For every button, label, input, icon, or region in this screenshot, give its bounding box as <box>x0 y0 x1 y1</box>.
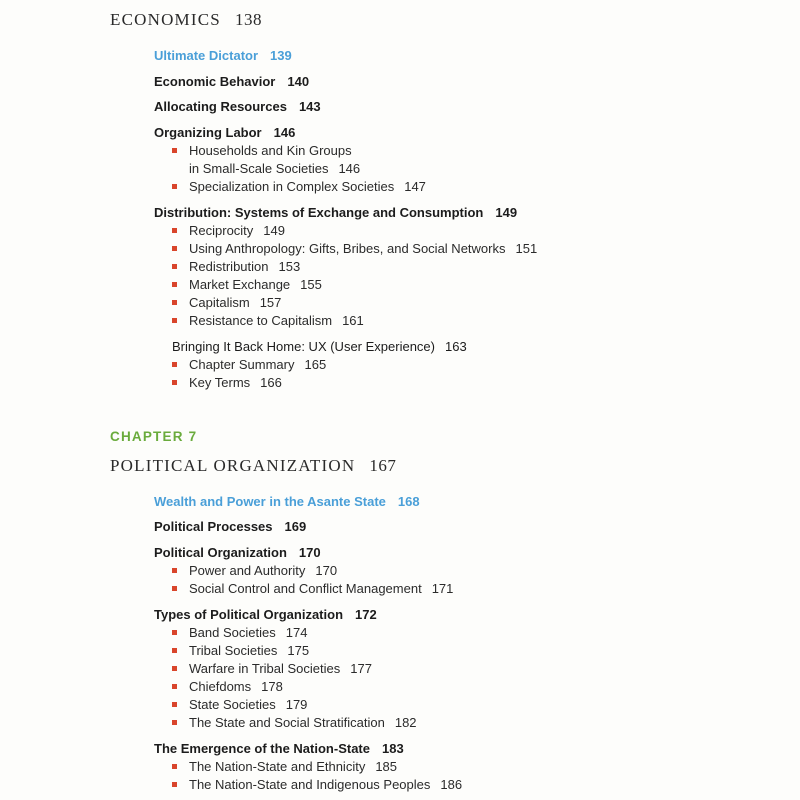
subsection-entry[interactable] <box>172 223 285 238</box>
entry-label: Tribal Societies <box>189 643 278 658</box>
bullet-square-icon <box>172 264 177 269</box>
bullet-square-icon <box>172 184 177 189</box>
entry-label: Key Terms <box>189 375 251 390</box>
bullet-square-icon <box>172 148 177 153</box>
page-number: 183 <box>381 741 404 756</box>
page-number: 175 <box>287 643 310 658</box>
bullet-square-icon <box>172 568 177 573</box>
subsection-entry[interactable] <box>172 241 537 256</box>
page-number: 179 <box>285 697 308 712</box>
entry-label: Using Anthropology: Gifts, Bribes, and Social Networks <box>189 241 506 256</box>
entry-label: Specialization in Complex Societies <box>189 179 395 194</box>
chapter-title-text: POLITICAL ORGANIZATION <box>110 456 356 475</box>
subsection-entry[interactable] <box>172 313 364 328</box>
chapter-opener-entry[interactable] <box>154 494 420 509</box>
entry-label: The Nation-State and Indigenous Peoples <box>189 777 431 792</box>
bullet-square-icon <box>172 586 177 591</box>
subsection-entry[interactable] <box>172 625 307 640</box>
subsection-entry[interactable] <box>172 759 397 774</box>
entry-label: The Emergence of the Nation-State <box>154 741 370 756</box>
section-entry[interactable] <box>154 545 321 560</box>
subsection-entry[interactable] <box>172 143 352 158</box>
bullet-square-icon <box>172 764 177 769</box>
bullet-square-icon <box>172 380 177 385</box>
entry-label: Power and Authority <box>189 563 306 578</box>
entry-label: Capitalism <box>189 295 250 310</box>
chapter-opener-entry[interactable] <box>154 48 292 63</box>
entry-label: Political Organization <box>154 545 287 560</box>
page-number: 138 <box>234 10 262 29</box>
bullet-square-icon <box>172 684 177 689</box>
entry-label: The State and Social Stratification <box>189 715 385 730</box>
section-entry[interactable] <box>154 205 517 220</box>
page-number: 172 <box>355 607 377 622</box>
bullet-square-icon <box>172 282 177 287</box>
entry-label: Chiefdoms <box>189 679 252 694</box>
page-number: 149 <box>263 223 285 238</box>
page-number: 169 <box>284 519 307 534</box>
entry-label: Allocating Resources <box>154 99 287 114</box>
page-number: 153 <box>278 259 301 274</box>
subsection-entry[interactable] <box>172 357 326 372</box>
entry-label: Band Societies <box>189 625 276 640</box>
bullet-square-icon <box>172 362 177 367</box>
subsection-entry[interactable] <box>172 563 337 578</box>
entry-label: Redistribution <box>189 259 269 274</box>
page-number: 140 <box>287 74 310 89</box>
page-number: 146 <box>338 161 361 176</box>
page-number: 157 <box>259 295 282 310</box>
entry-label: Political Processes <box>154 519 273 534</box>
bullet-square-icon <box>172 318 177 323</box>
page-number: 168 <box>397 494 420 509</box>
entry-label: State Societies <box>189 697 276 712</box>
subsection-entry[interactable] <box>172 661 372 676</box>
entry-label: Resistance to Capitalism <box>189 313 333 328</box>
page-number: 186 <box>440 777 463 792</box>
entry-label: Wealth and Power in the Asante State <box>154 494 386 509</box>
entry-label: Social Control and Conflict Management <box>189 581 422 596</box>
entry-label: Households and Kin Groups <box>189 143 352 158</box>
subsection-entry[interactable] <box>172 643 309 658</box>
page-number: 170 <box>315 563 338 578</box>
subsection-entry[interactable] <box>172 179 426 194</box>
bullet-square-icon <box>172 702 177 707</box>
subsection-entry[interactable] <box>172 277 322 292</box>
chapter-title <box>110 10 262 30</box>
page-number: 177 <box>350 661 372 676</box>
subsection-entry[interactable] <box>172 581 453 596</box>
page-number: 182 <box>394 715 417 730</box>
entry-label: Chapter Summary <box>189 357 295 372</box>
page-number: 170 <box>298 545 321 560</box>
page-number: 163 <box>444 339 467 354</box>
page-number: 143 <box>298 99 321 114</box>
page-number: 178 <box>261 679 283 694</box>
bullet-square-icon <box>172 300 177 305</box>
subsection-entry[interactable] <box>172 697 307 712</box>
section-entry[interactable] <box>154 99 321 114</box>
subsection-entry[interactable] <box>172 259 300 274</box>
page-number: 146 <box>273 125 296 140</box>
page-number: 174 <box>285 625 308 640</box>
page-number: 155 <box>300 277 322 292</box>
page-number: 166 <box>260 375 282 390</box>
section-entry[interactable] <box>154 607 377 622</box>
page-number: 167 <box>369 456 397 475</box>
bullet-square-icon <box>172 630 177 635</box>
subsection-entry-continued[interactable] <box>189 161 360 176</box>
subsection-entry[interactable] <box>172 679 283 694</box>
section-entry[interactable] <box>154 741 404 756</box>
entry-label: Types of Political Organization <box>154 607 344 622</box>
subsection-entry[interactable] <box>172 295 281 310</box>
section-entry[interactable] <box>154 519 306 534</box>
subsection-entry[interactable] <box>172 715 417 730</box>
bullet-square-icon <box>172 246 177 251</box>
subsection-entry[interactable] <box>172 375 282 390</box>
closing-entry[interactable] <box>172 339 467 354</box>
chapter-title <box>110 456 396 476</box>
section-entry[interactable] <box>154 74 309 89</box>
page-number: 149 <box>495 205 518 220</box>
page-number: 161 <box>342 313 364 328</box>
entry-label: in Small-Scale Societies <box>189 161 329 176</box>
page-number: 165 <box>304 357 327 372</box>
entry-label: Distribution: Systems of Exchange and Consumption <box>154 205 484 220</box>
entry-label: The Nation-State and Ethnicity <box>189 759 366 774</box>
entry-label: Bringing It Back Home: UX (User Experience) <box>172 339 435 354</box>
entry-label: Economic Behavior <box>154 74 276 89</box>
section-entry[interactable] <box>154 125 295 140</box>
chapter-title-text: ECONOMICS <box>110 10 221 29</box>
entry-label: Ultimate Dictator <box>154 48 259 63</box>
bullet-square-icon <box>172 666 177 671</box>
entry-label: Organizing Labor <box>154 125 262 140</box>
subsection-entry[interactable] <box>172 777 462 792</box>
bullet-square-icon <box>172 228 177 233</box>
page-number: 185 <box>375 759 398 774</box>
page-number: 139 <box>270 48 292 63</box>
bullet-square-icon <box>172 782 177 787</box>
entry-label: Market Exchange <box>189 277 291 292</box>
bullet-square-icon <box>172 720 177 725</box>
entry-label: Warfare in Tribal Societies <box>189 661 341 676</box>
page-number: 147 <box>404 179 426 194</box>
chapter-label: CHAPTER 7 <box>110 429 198 444</box>
page-number: 171 <box>431 581 454 596</box>
entry-label: Reciprocity <box>189 223 254 238</box>
bullet-square-icon <box>172 648 177 653</box>
page-number: 151 <box>515 241 538 256</box>
